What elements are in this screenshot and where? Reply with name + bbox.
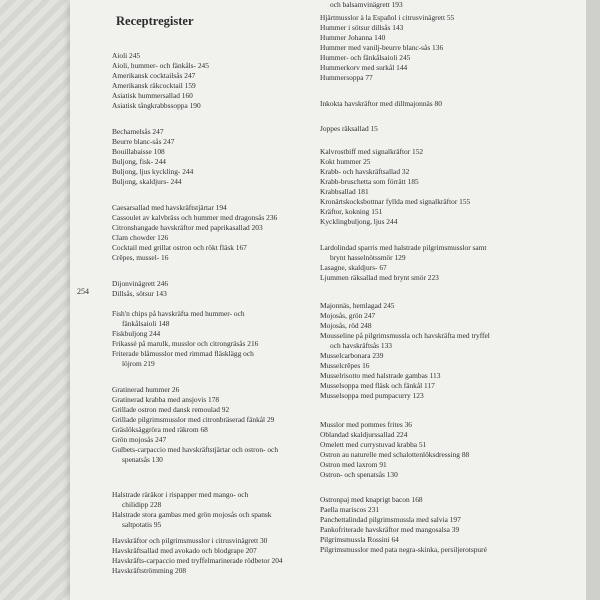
index-entry: Krabb-bruschetta som förrätt 185 — [320, 177, 419, 186]
index-entry: Buljong, skaldjurs- 244 — [112, 177, 182, 186]
index-entry: Hummer- och fänkålsaioli 245 — [320, 53, 411, 62]
index-entry: Bechamelsås 247 — [112, 127, 164, 136]
index-entry: Gräslöksäggröra med räkrom 68 — [112, 425, 208, 434]
index-entry: Hummerkorv med surkål 144 — [320, 63, 408, 72]
index-entry: Gratinerad hummer 26 — [112, 385, 180, 394]
index-entry: Hjärtmusslor à la Español i citrusvinägrett 55 — [320, 13, 455, 22]
index-entry: Grillade ostron med dansk remoulad 92 — [112, 405, 230, 414]
index-entry: Havskräfts-carpaccio med tryffelmarinerade rödbetor 204 — [112, 556, 283, 565]
index-entry: Hummersoppa 77 — [320, 73, 373, 82]
index-entry: Pilgrimsmusslor med pata negra-skinka, persiljerotspuré — [320, 545, 487, 554]
index-entry: Friterade blåmusslor med rimmad fläsklägg och — [112, 349, 254, 358]
index-entry: Caesarsallad med havskräftstjärtar 194 — [112, 203, 227, 212]
index-entry: Krabbsallad 181 — [320, 187, 369, 196]
index-entry: Kronärtskocksbottnar fyllda med signalkräftor 155 — [320, 197, 471, 206]
index-entry: Gulbets-carpaccio med havskräftstjärtar och ostron- och — [112, 445, 279, 454]
index-entry: Buljong, fisk- 244 — [112, 157, 166, 166]
index-entry: Asiatisk hummersallad 160 — [112, 91, 193, 100]
index-entry: Pankofriterade havskräftor med mangosalsa 39 — [320, 525, 460, 534]
index-entry: Grön mojosås 247 — [112, 435, 167, 444]
index-entry: Paella mariscos 231 — [320, 505, 380, 514]
index-entry: Oblandad skaldjurssallad 224 — [320, 430, 408, 439]
index-entry: Ostron au naturelle med schalottenlöksdressing 88 — [320, 450, 470, 459]
index-entry: Lasagne, skaldjurs- 67 — [320, 263, 387, 272]
index-entry: Dillsås, sötsur 143 — [112, 289, 167, 298]
page-title: Receptregister — [116, 14, 194, 28]
index-entry: Hummer Johanna 140 — [320, 33, 386, 42]
index-entry: Cassoulet av kalvbräss och hummer med dragonsås 236 — [112, 213, 278, 222]
index-entry: Fish'n chips på havskräfta med hummer- och — [112, 309, 245, 318]
page-edge — [586, 0, 600, 600]
index-entry: Ljummen räksallad med brynt smör 223 — [320, 273, 439, 282]
index-entry: Musselsoppa med pumpacurry 123 — [320, 391, 424, 400]
index-entry: Beurre blanc-sås 247 — [112, 137, 175, 146]
index-entry: Asiatisk tångkrabbssoppa 190 — [112, 101, 201, 110]
index-entry: Dijonvinägrett 246 — [112, 279, 169, 288]
index-entry: Musselsoppa med fläsk och fänkål 117 — [320, 381, 435, 390]
page-number: 254 — [77, 287, 89, 296]
index-entry: och havskräftsås 133 — [330, 341, 392, 350]
index-entry: saltpotatis 95 — [122, 520, 162, 529]
index-entry: Bouillabaisse 108 — [112, 147, 165, 156]
index-entry: Panchettalindad pilgrimsmussla med salvia 197 — [320, 515, 461, 524]
index-entry: Mojosås, grön 247 — [320, 311, 376, 320]
index-entry: Gratinerad krabba med ansjovis 178 — [112, 395, 220, 404]
index-entry: Inkokta havskräftor med dillmajonnäs 80 — [320, 99, 442, 108]
index-entry: löjrom 219 — [122, 359, 155, 368]
index-entry: Havskräftsallad med avokado och blodgrape 207 — [112, 546, 257, 555]
index-entry: Musselrisotto med halstrade gambas 113 — [320, 371, 441, 380]
index-entry: chilidipp 228 — [122, 500, 162, 509]
index-entry: Lardolindad sparris med halstrade pilgrimsmusslor samt — [320, 243, 487, 252]
index-entry: Kokt hummer 25 — [320, 157, 371, 166]
index-entry: Havskräftströmming 208 — [112, 566, 187, 575]
index-entry: Grillade pilgrimsmusslor med citronbräserad fänkål 29 — [112, 415, 275, 424]
index-entry: Amerikansk räkcocktail 159 — [112, 81, 196, 90]
index-entry: Musselcarbonara 239 — [320, 351, 384, 360]
index-entry: Kycklingbuljong, ljus 244 — [320, 217, 398, 226]
index-entry: fänkålsaioli 148 — [122, 319, 170, 328]
index-entry: Frikassé på marulk, musslor och citrongräsås 216 — [112, 339, 259, 348]
index-entry: Musselcrêpes 16 — [320, 361, 370, 370]
index-entry: brynt hasselnötssmör 129 — [330, 253, 406, 262]
index-entry: Pilgrimsmussla Rossini 64 — [320, 535, 399, 544]
index-entry: Majonnäs, hemlagad 245 — [320, 301, 395, 310]
index-entry: Omelett med currystuvad krabba 51 — [320, 440, 427, 449]
index-entry: Aioli 245 — [112, 51, 141, 60]
index-entry: Ostronpaj med knaprigt bacon 168 — [320, 495, 423, 504]
index-entry: Citronshangade havskräftor med paprikasallad 203 — [112, 223, 263, 232]
index-entry: Musslor med pommes frites 36 — [320, 420, 412, 429]
index-entry: Joppes räksallad 15 — [320, 124, 378, 133]
index-entry: och balsamvinägrett 193 — [330, 0, 403, 9]
index-entry: Halstrade räräkor i rispapper med mango- och — [112, 490, 249, 499]
index-entry: Krabb- och havskräftsallad 32 — [320, 167, 410, 176]
index-entry: Amerikansk cocktailsås 247 — [112, 71, 196, 80]
index-entry: Havskräftor och pilgrimsmusslor i citrusvinägrett 30 — [112, 536, 268, 545]
index-entry: Ostron med laxrom 91 — [320, 460, 387, 469]
index-entry: Mojosås, röd 248 — [320, 321, 372, 330]
index-entry: Ostron- och spenatsås 130 — [320, 470, 398, 479]
index-entry: Kalvrostbiff med signalkräftor 152 — [320, 147, 424, 156]
index-entry: Clam chowder 126 — [112, 233, 169, 242]
index-entry: spenatsås 130 — [122, 455, 163, 464]
index-entry: Mousseline på pilgrimsmussla och havskräfta med tryffel — [320, 331, 490, 340]
index-entry: Buljong, ljus kyckling- 244 — [112, 167, 194, 176]
index-entry: Cocktail med grillat ostron och rökt fläsk 167 — [112, 243, 247, 252]
index-entry: Halstrade stora gambas med grön mojosås och spansk — [112, 510, 272, 519]
index-entry: Hummer med vanilj-beurre blanc-sås 136 — [320, 43, 444, 52]
index-entry: Hummer i sötsur dillsås 143 — [320, 23, 404, 32]
index-entry: Aioli, hummer- och fänkåls- 245 — [112, 61, 209, 70]
index-entry: Crêpes, mussel- 16 — [112, 253, 169, 262]
index-entry: Fiskbuljong 244 — [112, 329, 161, 338]
index-entry: Kräftor, kokning 151 — [320, 207, 383, 216]
